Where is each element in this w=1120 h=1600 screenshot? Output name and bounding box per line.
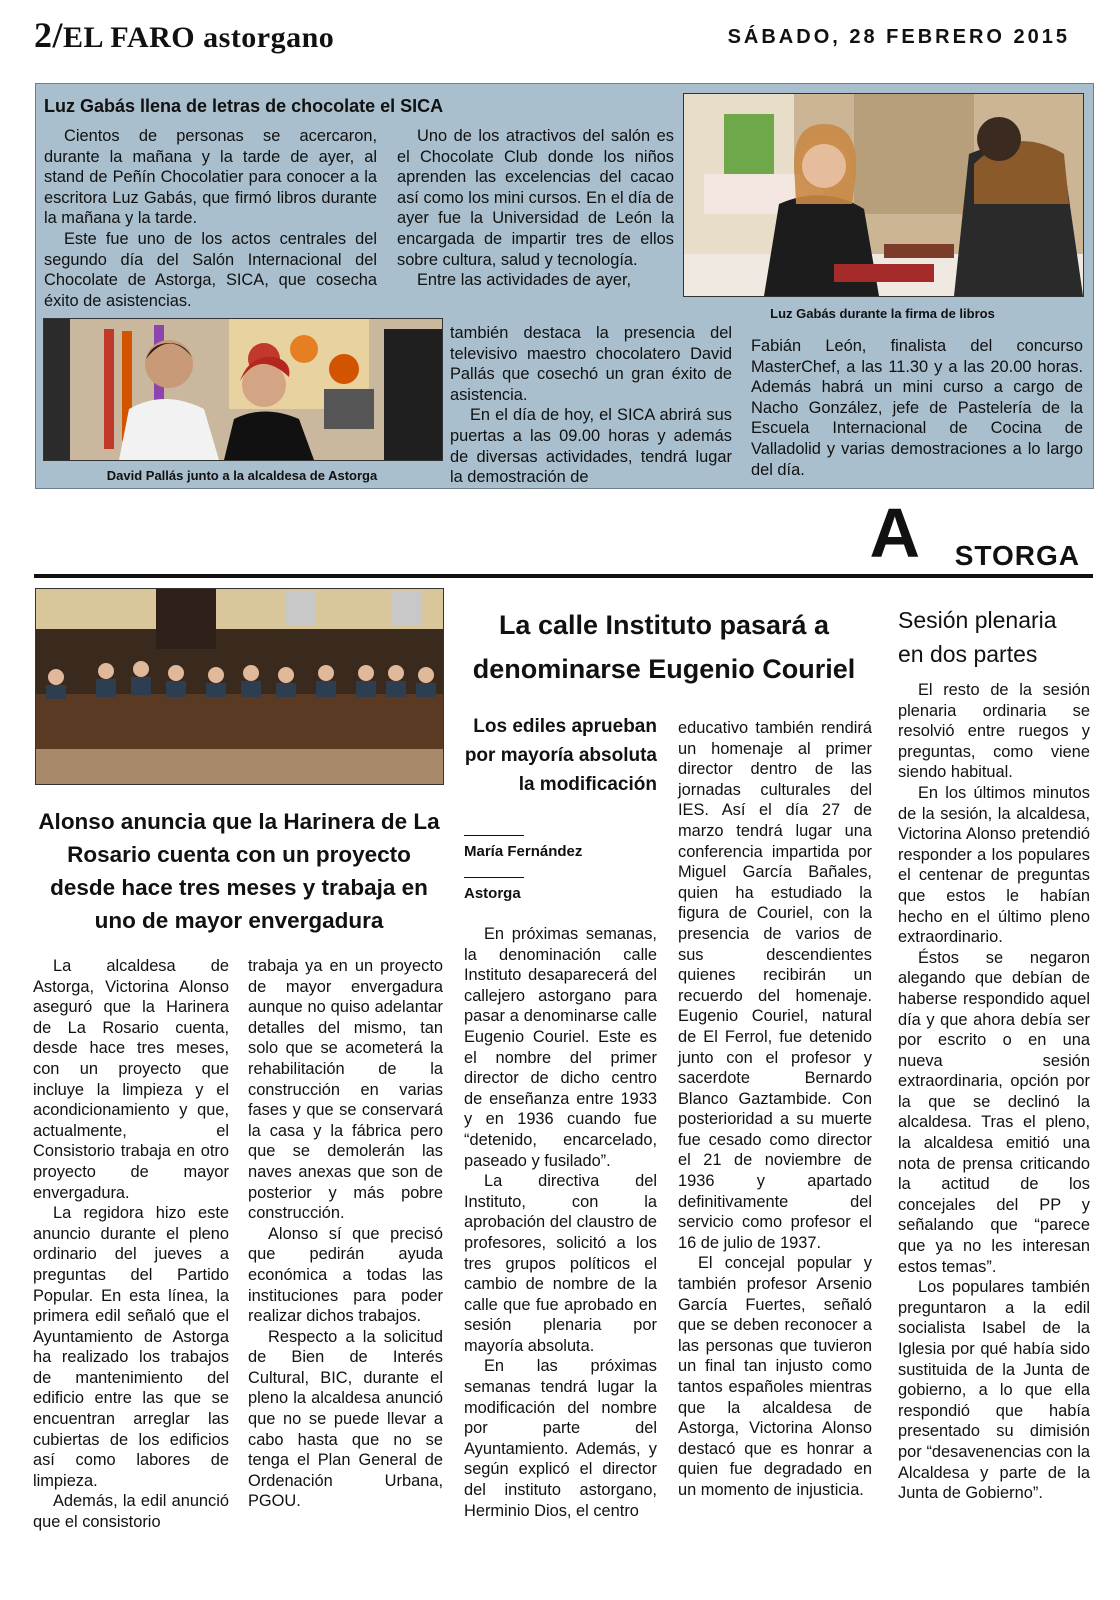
photo-pallas-illustration	[44, 319, 442, 460]
paragraph: Uno de los atractivos del salón es el Chocolate Club donde los niños aprenden las excelencias del cacao así como los mini cursos. En el día de ayer fue la Universidad de León la encargada de impartir tres de ellos sobre cultura, salud y tecnología.	[397, 127, 674, 269]
author-name: María Fernández	[464, 843, 583, 860]
section-initial-letter: A	[869, 494, 920, 572]
paragraph: Fabián León, finalista del concurso MasterChef, a las 11.30 y a las 20.00 horas. Además habrá un mini curso a cargo de Nacho González, jefe de Pastelería de la Escuela Internacional de Cocina de Valladolid y varias demostraciones a lo largo del día.	[751, 337, 1083, 479]
paragraph: Este fue uno de los actos centrales del segundo día del Salón Internacional del Chocolate de Astorga, SICA, que cosecha éxito de asistencias.	[44, 229, 377, 310]
paragraph: Cientos de personas se acercaron, durante la mañana y la tarde de ayer, al stand de Peñín Chocolatier para conocer a la escritora Luz Gabás, que firmó libros durante la mañana y la tarde.	[44, 127, 377, 228]
paragraph: En los últimos minutos de la sesión, la alcaldesa, Victorina Alonso pretendió responder a los populares el centenar de preguntas que estos le habían hecho en el último pleno extraordinario.	[898, 783, 1090, 947]
publication-name: EL FARO astorgano	[63, 21, 335, 54]
main-article-col1	[464, 924, 657, 1521]
byline-divider	[464, 835, 524, 836]
masthead	[34, 14, 334, 56]
paragraph: En el día de hoy, el SICA abrirá sus puertas a las 09.00 horas y además de diversas actividades, tendrá lugar la demostración de	[450, 406, 732, 487]
paragraph: trabaja ya en un proyecto de mayor envergadura aunque no quiso adelantar detalles del mismo, tan solo que se acometerá la rehabilitación de la construcción en varias fases y que se conservará la casa y la fábrica pero que se demolerán las naves anexas que son de posterior y más pobre construcción.	[248, 957, 443, 1223]
photo-plenary-illustration	[36, 589, 443, 784]
paragraph: En las próximas semanas tendrá lugar la modificación del nombre por parte del Ayuntamiento. Además, y según explicó el director del instituto astorgano, Herminio Dios, el centro	[464, 1357, 657, 1520]
photo-plenary-session	[35, 588, 444, 785]
paragraph: Éstos se negaron alegando que debían de haberse respondido aquel día y que ahora debía ser por escrito o en una nueva sesión extraordinaria, opción por la que se declinó la alcaldesa. Tras el pleno, la alcaldesa emitió una nota de prensa criticando la actitud de los concejales del PP y señalando que “parece que ya no les interesan estos temas”.	[898, 948, 1090, 1276]
section-divider	[34, 574, 1093, 578]
section-banner-astorga	[860, 494, 1080, 572]
left-article-col2	[248, 956, 443, 1512]
left-article-col1	[33, 956, 229, 1533]
main-article-subhead: Los ediles aprueban por mayoría absoluta la modificación	[464, 716, 657, 795]
paragraph: también destaca la presencia del televisivo maestro chocolatero David Pallás que cosechó un gran éxito de asistencia.	[450, 324, 732, 404]
main-article-col2	[678, 718, 872, 1501]
main-article-headline: La calle Instituto pasará a denominarse Eugenio Couriel	[472, 610, 856, 684]
left-article-headline: Alonso anuncia que la Harinera de La Rosario cuenta con un proyecto desde hace tres meses y trabaja en uno de mayor envergadura	[38, 809, 440, 933]
photo-pallas-alcaldesa	[43, 318, 443, 461]
paragraph: Respecto a la solicitud de Bien de Interés Cultural, BIC, durante el pleno la alcaldesa anunció que no se puede llevar a cabo hasta que no se tenga el Plan General de Ordenación Urbana, PGOU.	[248, 1327, 443, 1511]
section-name: STORGA	[954, 540, 1080, 571]
paragraph: Los populares también preguntaron a la edil socialista Isabel de la Iglesia por qué había sido sustituida de la Junta de gobierno, a lo que ella respondió que había presentado su dimisión por “desavenencias con la Alcaldesa y parte de la Junta de Gobierno”.	[898, 1278, 1090, 1503]
right-article-headline: Sesión plenaria en dos partes	[898, 607, 1057, 667]
right-article-body	[898, 680, 1090, 1504]
paragraph: La regidora hizo este anuncio durante el pleno ordinario del jueves a preguntas del Partido Popular. En esta línea, la primera edil señaló que el Ayuntamiento de Astorga ha realizado los trabajos de mantenimiento del edificio entre las que se encuentran arreglar las cubiertas de los edificios así como labores de limpieza.	[33, 1204, 229, 1490]
paragraph: educativo también rendirá un homenaje al primer director dentro de las jornadas culturales del IES. Así el día 27 de marzo tendrá lugar una conferencia impartida por Miguel García Bañales, quien ha estudiado la figura de Couriel, con la presencia de varios de sus descendientes quienes recibirán un recuerdo del homenaje. Eugenio Couriel, natural de El Ferrol, fue detenido junto con el profesor y sacerdote Bernardo Blanco Gaztambide. Con posterioridad a su muerte fue cesado como director el 21 de noviembre de 1936 y apartado definitivamente del servicio como profesor el 16 de julio de 1937.	[678, 719, 872, 1252]
boxed-article-col2-top	[397, 126, 674, 291]
paragraph: Alonso sí que precisó que pedirán ayuda económica a todas las instituciones para poder realizar dichos trabajos.	[248, 1224, 443, 1326]
paragraph: El concejal popular y también profesor Arsenio García Fuertes, señaló que se deben reconocer a las personas que tuvieron un final tan injusto como tantos españoles mientras que la alcaldesa de Astorga, Victorina Alonso destacó que es honrar a quien fue degradado en un momento de injusticia.	[678, 1254, 872, 1499]
issue-date: SÁBADO, 28 FEBRERO 2015	[727, 26, 1070, 48]
boxed-article-col2-bottom	[450, 323, 732, 488]
paragraph: La alcaldesa de Astorga, Victorina Alonso aseguró que la Harinera de La Rosario cuenta, desde hace tres meses, con un proyecto que incluye la limpieza y el acondicionamiento y que, actualmente, el Consistorio trabaja en otro proyecto de mayor envergadura.	[33, 957, 229, 1202]
boxed-article-col1	[44, 126, 377, 311]
paragraph: Entre las actividades de ayer,	[417, 271, 632, 290]
byline-divider	[464, 877, 524, 878]
paragraph: En próximas semanas, la denominación calle Instituto desaparecerá del callejero astorgano para pasar a denominarse calle Eugenio Couriel. Este es el nombre del primer director de dicho centro de enseñanza entre 1933 y en 1936 cuando fue “detenido, encarcelado, paseado y fusilado”.	[464, 925, 657, 1170]
boxed-article-title: Luz Gabás llena de letras de chocolate el SICA	[44, 96, 444, 116]
caption-luz-gabas: Luz Gabás durante la firma de libros	[770, 306, 995, 321]
photo-luz-gabas-illustration	[684, 94, 1083, 296]
page-number: 2/	[34, 15, 64, 55]
dateline-location: Astorga	[464, 885, 521, 902]
paragraph: El resto de la sesión plenaria ordinaria se resolvió entre ruegos y preguntas, como viene siendo habitual.	[898, 681, 1090, 782]
boxed-article-col3	[751, 336, 1083, 480]
caption-pallas: David Pallás junto a la alcaldesa de Astorga	[106, 468, 378, 483]
paragraph: La directiva del Instituto, con la aprobación del claustro de profesores, solicitó a los tres grupos políticos el cambio de nombre de la calle que fue aprobado en sesión plenaria por mayoría absoluta.	[464, 1172, 657, 1355]
paragraph: Además, la edil anunció que el consistorio	[33, 1492, 229, 1532]
photo-luz-gabas	[683, 93, 1084, 297]
